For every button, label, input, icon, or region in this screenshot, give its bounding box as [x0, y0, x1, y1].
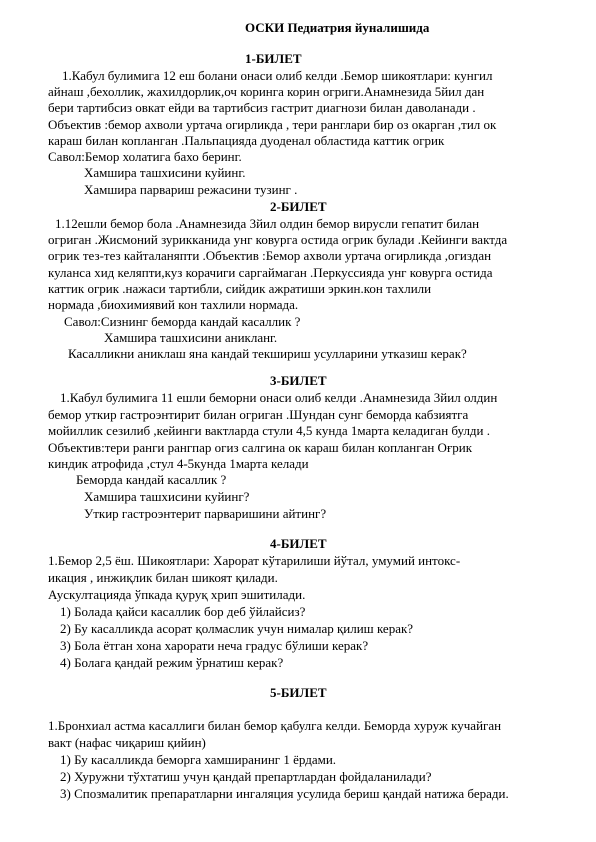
ticket-3-question: Хамшира ташхисини куйинг?	[84, 489, 250, 504]
ticket-5-heading: 5-БИЛЕТ	[270, 685, 327, 700]
ticket-5-line: вакт (нафас чиқариш қийин)	[48, 735, 206, 750]
ticket-2-heading: 2-БИЛЕТ	[270, 199, 327, 214]
ticket-3-line: киндик атрофида ,стул 4-5кунда 1марта келади	[48, 456, 309, 471]
ticket-3-heading: 3-БИЛЕТ	[270, 373, 327, 388]
ticket-3-line: 1.Кабул булимига 11 ешли беморни онаси олиб келди .Анамнезида 3йил олдин	[60, 390, 498, 405]
ticket-1-heading: 1-БИЛЕТ	[245, 51, 302, 66]
ticket-3-line: мойиллик сезилиб ,кейинги вактларда стули 4,5 кунда 1марта келадиган булди .	[48, 423, 491, 438]
ticket-4-question: 2) Бу касалликда асорат қолмаслик учун нималар қилиш керак?	[60, 621, 414, 636]
ticket-5-line: 1.Бронхиал астма касаллиги билан бемор қабулга келди. Беморда хуруж кучайган	[48, 718, 502, 733]
ticket-4-question: 3) Бола ётган хона харорати неча градус бўлиши керак?	[60, 638, 369, 653]
ticket-3-question: Уткир гастроэнтерит парваришини айтинг?	[84, 506, 327, 521]
ticket-2-line: куланса хид келяпти,куз корачиги саргаймаган .Перкуссияда унг ковурга остида	[48, 265, 493, 280]
ticket-1-line: айнаш ,бехоллик, жахилдорлик,оч коринга корин огриги.Анамнезида 5йил дан	[48, 84, 485, 99]
ticket-1-line: 1.Кабул булимига 12 еш болани онаси олиб келди .Бемор шикоятлари: кунгил	[62, 68, 493, 83]
ticket-2-line: огриган .Жисмоний зурикканида унг ковурга остида огрик булади .Кейинги вактда	[48, 232, 508, 247]
ticket-4-question: 1) Болада қайси касаллик бор деб ўйлайсиз?	[60, 604, 306, 619]
ticket-2-line: нормада ,биохимиявий кон тахлили нормада.	[48, 297, 299, 312]
ticket-5-question: 3) Спозмалитик препаратларни ингаляция усулида бериш қандай натижа беради.	[60, 786, 509, 801]
ticket-1-question: Хамшира ташхисини куйинг.	[84, 165, 246, 180]
ticket-3-question: Беморда кандай касаллик ?	[76, 472, 227, 487]
ticket-1-line: караш билан копланган .Пальпацияда дуоденал областида каттик огрик	[48, 133, 445, 148]
ticket-2-question: Хамшира ташхисини аникланг.	[104, 330, 278, 345]
ticket-2-line: каттик огрик .нажаси тартибли, сийдик ажратиши эркин.кон тахлили	[48, 281, 432, 296]
ticket-4-line: Аускултацияда ўпкада қуруқ хрип эшитилади.	[48, 587, 306, 602]
document-title: ОСКИ Педиатрия йуналишида	[245, 20, 430, 35]
ticket-1-line: Объектив :бемор ахволи уртача огирликда , тери ранглари бир оз окарган ,тил ок	[48, 117, 497, 132]
ticket-2-line: 1.12ешли бемор бола .Анамнезида 3йил олдин бемор вирусли гепатит билан	[55, 216, 480, 231]
ticket-4-line: 1.Бемор 2,5 ёш. Шикоятлари: Харорат кўтарилиши йўтал, умумий интокс-	[48, 553, 461, 568]
ticket-2-line: огрик тез-тез кайталаняпти .Объектив :Бемор ахволи уртача огирликда ,огиздан	[48, 248, 492, 263]
ticket-3-line: Объектив:тери ранги рангпар огиз салгина ок караш билан копланган Оғрик	[48, 440, 473, 455]
ticket-3-line: бемор уткир гастроэнтирит билан огриган .Шундан сунг беморда кабзиятга	[48, 407, 469, 422]
ticket-5-question: 2) Хуружни тўхтатиш учун қандай препартлардан фойдаланилади?	[60, 769, 432, 784]
ticket-2-question: Савол:Сизнинг беморда кандай касаллик ?	[64, 314, 301, 329]
ticket-1-question: Хамшира парвариш режасини тузинг .	[84, 182, 298, 197]
ticket-4-question: 4) Болага қандай режим ўрнатиш керак?	[60, 655, 284, 670]
ticket-1-question: Савол:Бемор холатига бахо беринг.	[48, 149, 242, 164]
ticket-5-question: 1) Бу касалликда беморга хамширанинг 1 ёрдами.	[60, 752, 337, 767]
ticket-1-line: бери тартибсиз овкат ейди ва тартибсиз гастрит диагнози билан даволанади .	[48, 100, 476, 115]
ticket-4-line: икация , инжиқлик билан шикоят қилади.	[48, 570, 278, 585]
ticket-2-question: Касалликни аниклаш яна кандай текшириш усулларини утказиш керак?	[68, 346, 467, 361]
ticket-4-heading: 4-БИЛЕТ	[270, 536, 327, 551]
